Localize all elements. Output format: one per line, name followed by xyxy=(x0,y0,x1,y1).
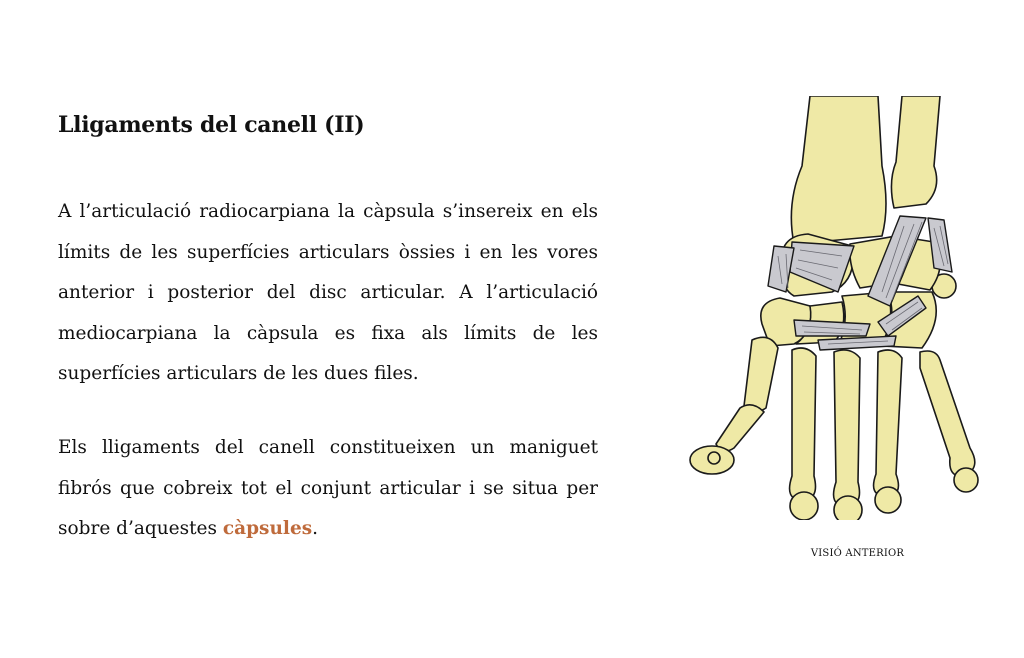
radius-bone xyxy=(791,96,886,244)
page-title: Lligaments del canell (II) xyxy=(58,112,365,138)
paragraph-ligaments-end: . xyxy=(312,518,319,539)
little-metacarpal xyxy=(920,351,975,476)
ulna-bone xyxy=(891,96,940,208)
middle-head xyxy=(834,496,862,520)
figure-caption: VISIÓ ANTERIOR xyxy=(810,548,905,559)
ring-metacarpal xyxy=(874,350,902,496)
little-head xyxy=(954,468,978,492)
paragraph-capsule: A l’articulació radiocarpiana la càpsula s’insereix en els límits de les superfícies articulars òssies i en les vores anterior i posterior del disc articular. A l’articulació mediocarpiana la càpsula es fixa als límits de les superfícies articulars de les dues files. xyxy=(58,201,598,384)
paragraph-ligaments-text: Els lligaments del canell constitueixen un maniguet fibrós que cobreix tot el conjunt articular i se situa per sobre d’aquestes xyxy=(58,437,598,539)
capsules-link[interactable]: càpsules xyxy=(222,518,313,539)
paragraph-ligaments xyxy=(58,428,598,550)
middle-metacarpal xyxy=(834,350,860,506)
thumb-proximal-phalanx xyxy=(716,405,764,451)
wrist-ligaments-illustration xyxy=(682,96,1002,520)
thumb-metacarpal xyxy=(744,337,778,411)
index-metacarpal xyxy=(790,348,816,500)
thumb-nail-mark xyxy=(708,452,720,464)
index-head xyxy=(790,492,818,520)
ring-head xyxy=(875,487,901,513)
